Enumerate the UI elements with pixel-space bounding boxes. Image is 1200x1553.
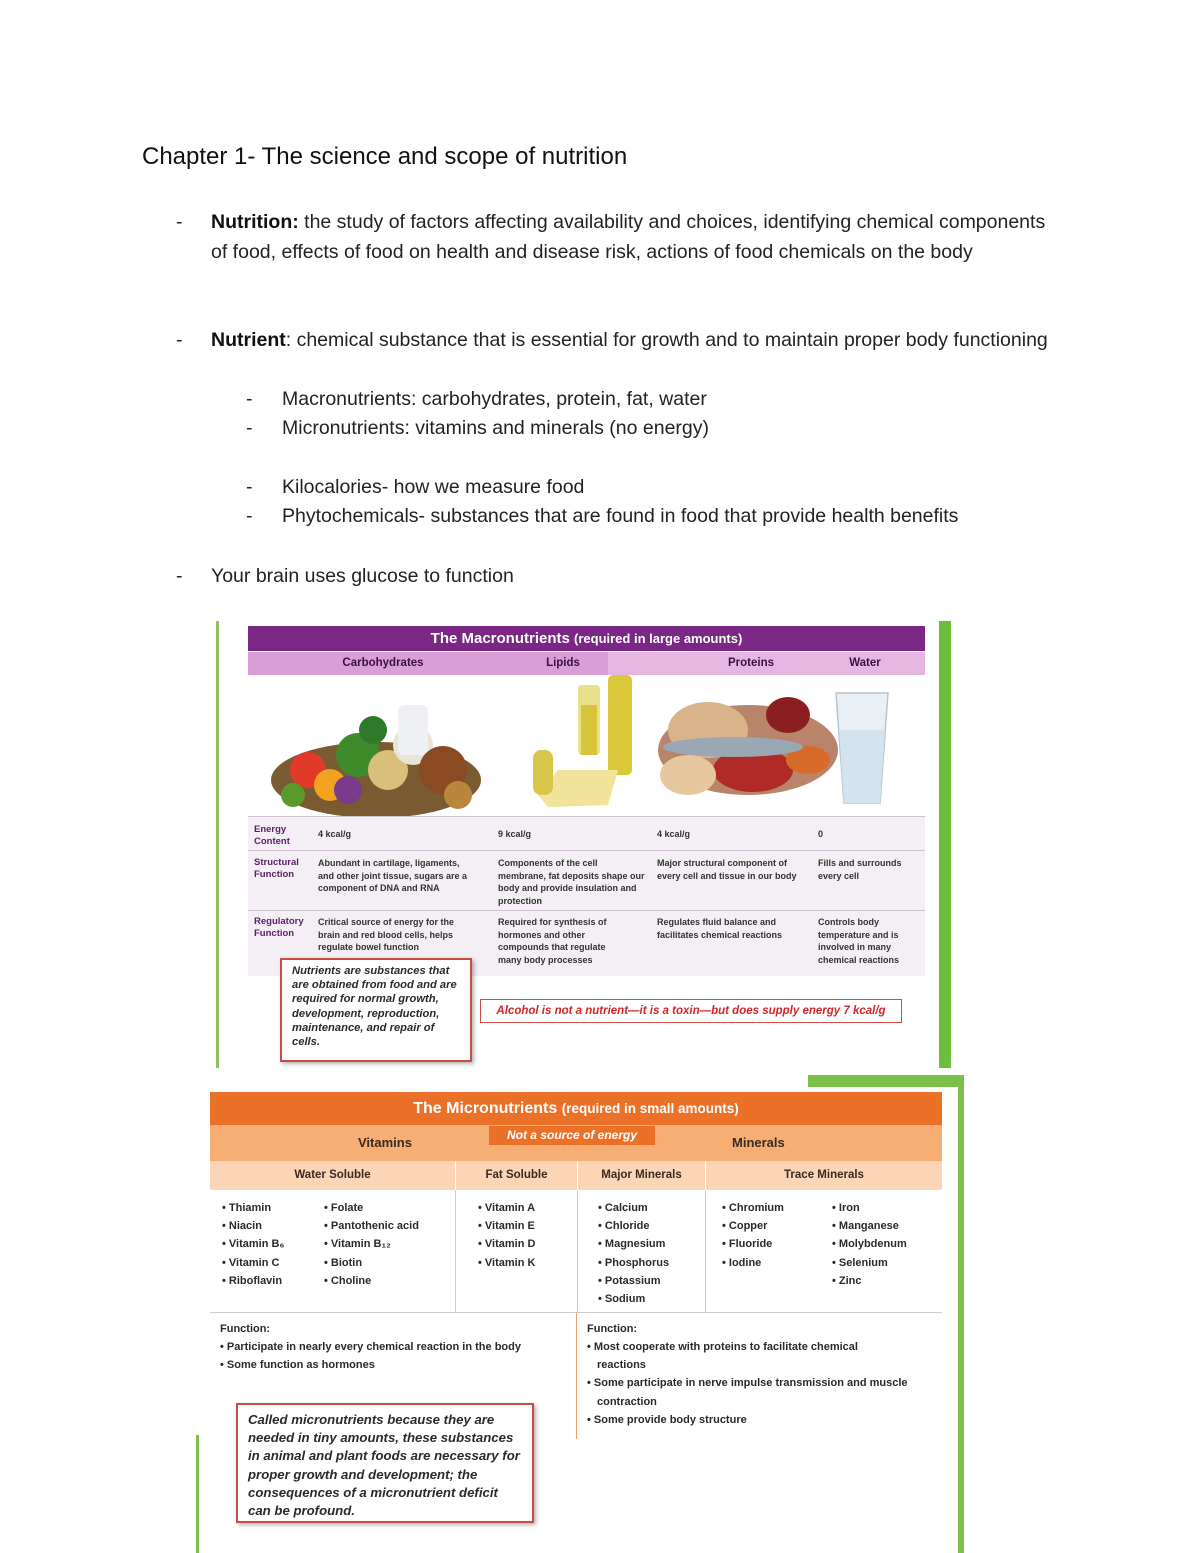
list-item: • Vitamin A [478,1202,536,1214]
nutrient-term: Nutrient [211,329,286,351]
nutrition-text: the study of factors affecting availability and choices, identifying chemical components of food, effects of food on health and disease risk, actions of food chemicals on the body [211,211,1046,263]
list-dash: - [246,505,253,527]
list-item: • Biotin [324,1256,363,1269]
figure-accent-bar [958,1075,964,1553]
row-label: Energy Content [254,824,290,847]
col-water: Water [805,652,925,675]
carbohydrate-foods-image [271,705,481,818]
list-item: • Vitamin K [478,1256,536,1269]
list-item: • Molybdenum [832,1238,907,1251]
protein-foods-image [658,697,838,795]
list-item: • Selenium [832,1256,888,1269]
list-item: • Choline [324,1274,372,1287]
list-item: • Manganese [832,1220,899,1233]
macronutrients-subtitle: (required in large amounts) [574,631,743,646]
subhead-trace-minerals: Trace Minerals [706,1161,942,1190]
function-item: contraction [597,1395,657,1408]
list-item: • Phosphorus [598,1256,670,1269]
phytochemicals-bullet: Phytochemicals- substances that are found in food that provide health benefits [282,505,959,527]
function-label: Function: [220,1323,271,1335]
list-item: • Sodium [598,1293,646,1306]
micronutrients-callout: Called micronutrients because they are needed in tiny amounts, these substances in animal and plant foods are necessary for proper growth and development; the consequences of a micronutrient deficit can be profound. [236,1403,534,1523]
macronutrient-table [248,816,925,976]
list-item: • Vitamin C [222,1256,280,1269]
list-item: • Niacin [222,1220,262,1233]
list-dash: - [176,565,183,587]
list-item: • Vitamin B₆ [222,1238,285,1251]
table-cell: Controls body temperature and is involved in many chemical reactions [818,917,900,965]
list-dash: - [246,476,253,498]
major-minerals-list [578,1190,706,1312]
list-item: • Fluoride [722,1238,773,1251]
list-item: • Chromium [722,1202,784,1214]
brain-glucose-bullet: Your brain uses glucose to function [211,565,514,587]
list-dash: - [246,388,253,410]
fat-soluble-list [456,1190,578,1312]
table-cell: Critical source of energy for the brain and red blood cells, helps regulate bowel function [318,917,455,952]
micronutrients-header [210,1092,942,1125]
function-item: reactions [597,1359,646,1372]
macronutrients-title: The Macronutrients [430,630,570,647]
food-illustration [248,675,925,821]
macronutrients-header [248,626,925,651]
list-item: • Chloride [598,1220,650,1233]
macronutrient-food-images [248,675,925,821]
col-carbohydrates: Carbohydrates [248,652,518,675]
minerals-function [577,1312,942,1439]
subhead-major-minerals: Major Minerals [578,1161,705,1190]
macronutrients-bullet: Macronutrients: carbohydrates, protein, fat, water [282,388,707,410]
figure-border [196,1435,199,1553]
nutrient-definition [211,326,1051,356]
micronutrients-title: The Micronutrients [413,1100,558,1117]
function-item: • Participate in nearly every chemical reaction in the body [220,1341,521,1353]
figure-accent-bar [808,1075,958,1087]
water-soluble-list [210,1190,456,1312]
table-cell: Required for synthesis of hormones and other compounds that regulate many body processes [498,917,607,965]
list-item: • Calcium [598,1202,648,1214]
list-item: • Copper [722,1220,768,1233]
row-label: Structural Function [254,857,299,880]
nutrient-text: : chemical substance that is essential for growth and to maintain proper body functioning [285,329,1048,351]
trace-minerals-list [706,1190,942,1312]
list-item: • Zinc [832,1274,862,1287]
subhead-water-soluble: Water Soluble [210,1161,455,1190]
table-cell: 4 kcal/g [318,829,352,839]
list-item: • Riboflavin [222,1274,283,1287]
list-item: • Pantothenic acid [324,1220,419,1233]
nutrition-definition [211,208,1051,267]
micronutrients-figure [196,1075,964,1553]
table-cell: Abundant in cartilage, ligaments, and other joint tissue, sugars are a component of DNA and RNA [318,858,468,893]
list-item: • Thiamin [222,1202,272,1214]
list-dash: - [176,211,183,233]
list-item: • Iodine [722,1256,762,1269]
micronutrients-bullet: Micronutrients: vitamins and minerals (no energy) [282,417,710,439]
list-item: • Vitamin B₁₂ [324,1238,391,1251]
table-cell: 9 kcal/g [498,829,532,839]
list-item: • Potassium [598,1274,661,1287]
alcohol-note: Alcohol is not a nutrient—it is a toxin—but does supply energy 7 kcal/g [480,999,902,1023]
energy-tag: Not a source of energy [489,1126,655,1145]
function-item: • Some function as hormones [220,1359,375,1372]
table-cell: Major structural component of every cell and tissue in our body [657,858,797,881]
table-row [248,816,925,851]
function-item: • Some participate in nerve impulse transmission and muscle [587,1377,908,1390]
page-title: Chapter 1- The science and scope of nutrition [142,143,628,170]
minerals-heading: Minerals [732,1135,785,1150]
function-item: • Some provide body structure [587,1413,747,1426]
list-item: • Vitamin E [478,1220,535,1233]
micronutrients-subtitle: (required in small amounts) [561,1101,739,1116]
lipid-foods-image [533,675,632,807]
table-cell: Fills and surrounds every cell [818,858,902,881]
function-item: • Most cooperate with proteins to facilitate chemical [587,1341,858,1353]
kilocalories-bullet: Kilocalories- how we measure food [282,476,585,498]
macronutrients-figure [216,621,951,1068]
list-item: • Magnesium [598,1238,666,1251]
table-cell: 0 [818,829,824,839]
list-item: • Iron [832,1202,860,1214]
table-row [248,850,925,911]
col-lipids: Lipids [518,652,608,675]
nutrients-callout: Nutrients are substances that are obtained from food and are required for normal growth, development, reproduction, maintenance, and repair of cells. [280,958,472,1062]
row-label: Regulatory Function [254,916,304,939]
table-cell: Regulates fluid balance and facilitates chemical reactions [657,917,783,940]
table-cell: Components of the cell membrane, fat deposits shape our body and provide insulation and protection [498,858,645,906]
list-item: • Vitamin D [478,1238,536,1251]
col-spacer [608,652,804,675]
function-label: Function: [587,1323,638,1335]
list-dash: - [246,417,253,439]
list-item: • Folate [324,1202,364,1214]
figure-border [216,621,219,1068]
col-proteins: Proteins [608,652,894,675]
nutrition-term: Nutrition: [211,211,299,233]
vitamins-heading: Vitamins [358,1135,412,1150]
water-glass-image [836,693,888,803]
list-dash: - [176,329,183,351]
figure-accent-bar [939,621,951,1068]
subhead-fat-soluble: Fat Soluble [456,1161,577,1190]
table-cell: 4 kcal/g [657,829,691,839]
